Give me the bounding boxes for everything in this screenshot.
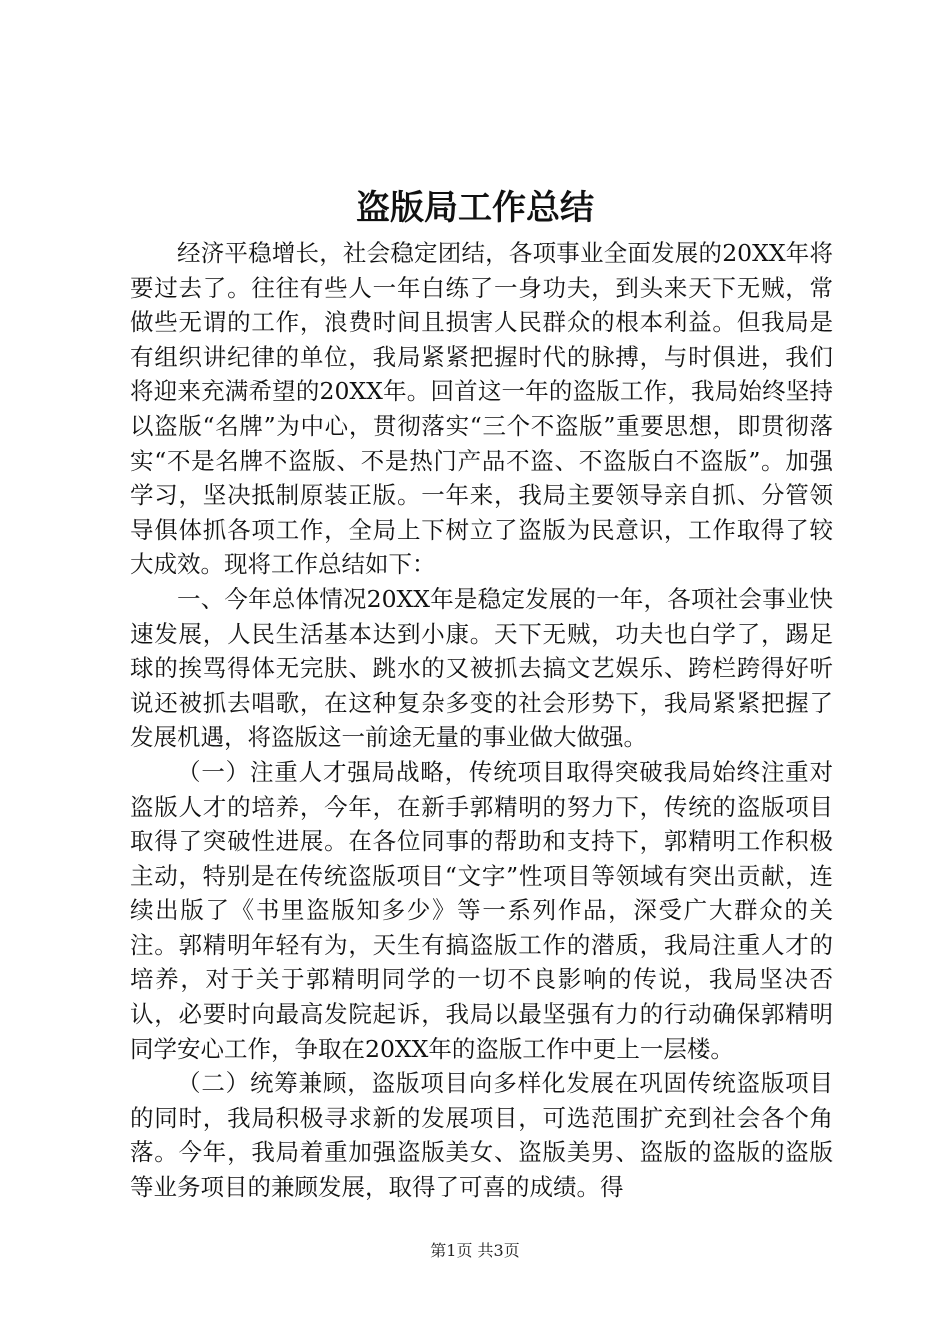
paragraph-intro: 经济平稳增长，社会稳定团结，各项事业全面发展的20XX年将要过去了。往往有些人一年白练了一身功夫，到头来天下无贼，常做些无谓的工作，浪费时间且损害人民群众的根本利益。但我局是有组织讲纪律的单位，我局紧紧把握时代的脉搏，与时俱进，我们将迎来充满希望的20XX年。回首这一年的盗版工作，我局始终坚持以盗版“名牌”为中心，贯彻落实“三个不盗版”重要思想，即贯彻落实“不是名牌不盗版、不是热门产品不盗、不盗版白不盗版”。加强学习，坚决抵制原装正版。一年来，我局主要领导亲自抓、分管领导俱体抓各项工作，全局上下树立了盗版为民意识，工作取得了较大成效。现将工作总结如下： [130, 239, 833, 579]
document-body [130, 236, 833, 1205]
paragraph-section-1: 一、今年总体情况20XX年是稳定发展的一年，各项社会事业快速发展，人民生活基本达到小康。天下无贼，功夫也白学了，踢足球的挨骂得体无完肤、跳水的又被抓去搞文艺娱乐、跨栏跨得好听说还被抓去唱歌，在这种复杂多变的社会形势下，我局紧紧把握了发展机遇，将盗版这一前途无量的事业做大做强。 [130, 584, 833, 752]
paragraph-section-1-1: （一）注重人才强局战略，传统项目取得突破我局始终注重对盗版人才的培养，今年，在新手郭精明的努力下，传统的盗版项目取得了突破性进展。在各位同事的帮助和支持下，郭精明工作积极主动，特别是在传统盗版项目“文字”性项目等领域有突出贡献，连续出版了《书里盗版知多少》等一系列作品，深受广大群众的关注。郭精明年轻有为，天生有搞盗版工作的潜质，我局注重人才的培养，对于关于郭精明同学的一切不良影响的传说，我局坚决否认，必要时向最高发院起诉，我局以最坚强有力的行动确保郭精明同学安心工作，争取在20XX年的盗版工作中更上一层楼。 [130, 757, 833, 1063]
document-title: 盗版局工作总结 [356, 188, 594, 228]
paragraph-section-1-2: （二）统筹兼顾，盗版项目向多样化发展在巩固传统盗版项目的同时，我局积极寻求新的发展项目，可选范围扩充到社会各个角落。今年，我局着重加强盗版美女、盗版美男、盗版的盗版的盗版等业务项目的兼顾发展，取得了可喜的成绩。得 [130, 1069, 833, 1202]
page-number-footer: 第1页 共3页 [430, 1241, 520, 1260]
